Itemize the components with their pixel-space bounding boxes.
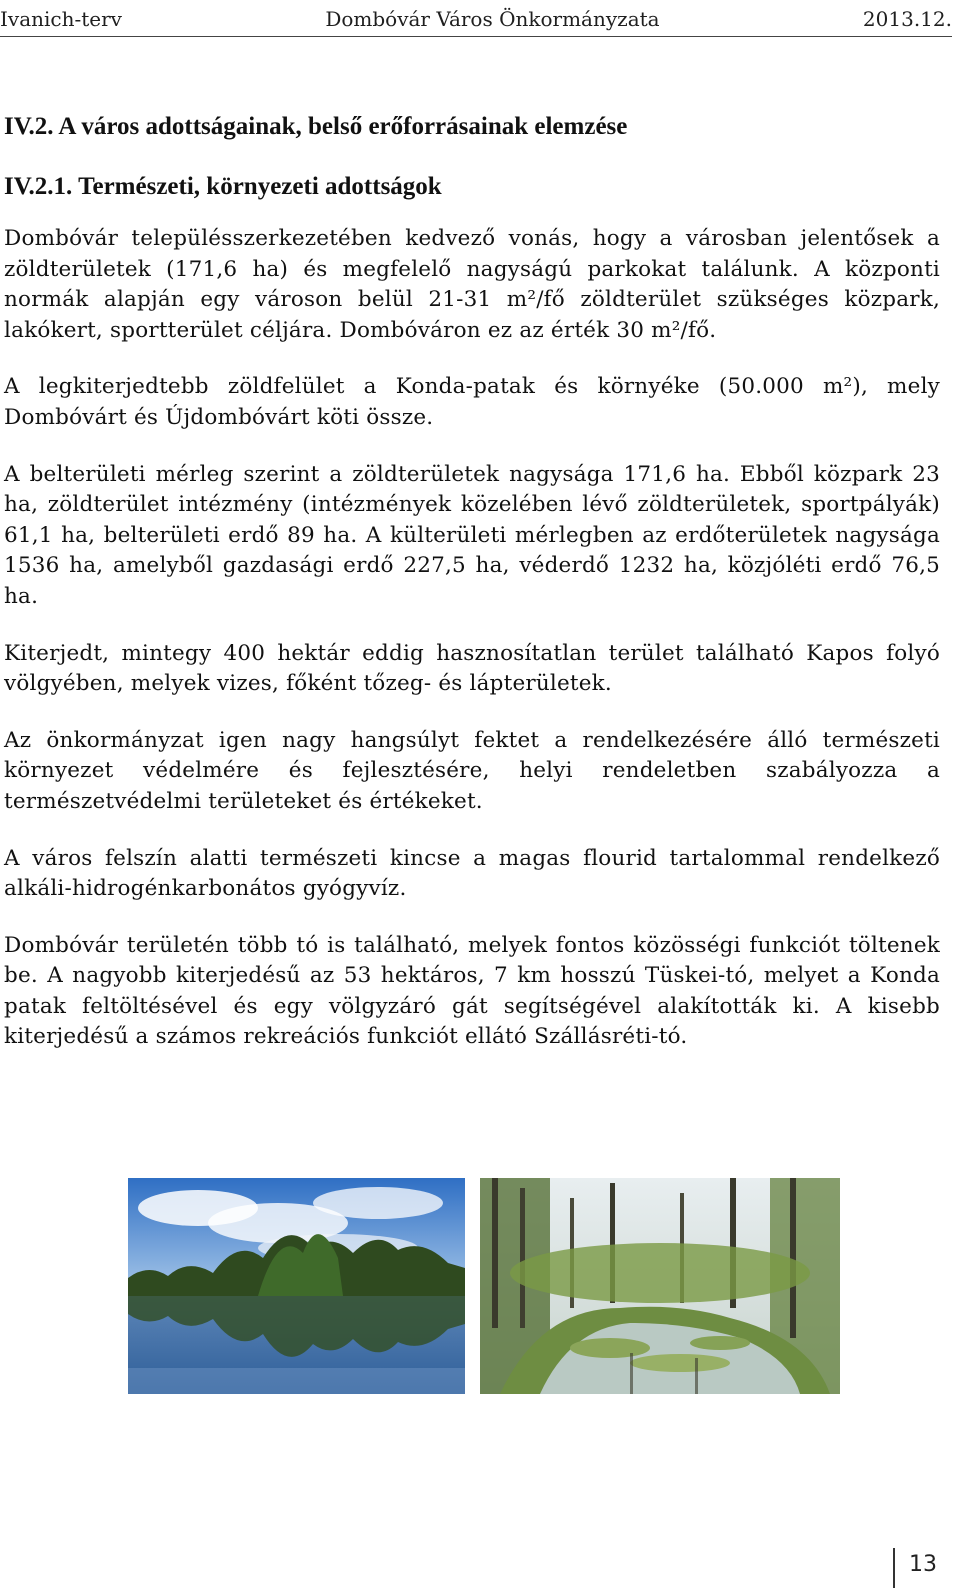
pond-photo bbox=[480, 1178, 840, 1394]
header-left: Ivanich-terv bbox=[0, 7, 122, 31]
photo-row bbox=[128, 1178, 840, 1394]
subsection-heading: IV.2.1. Természeti, környezeti adottságok bbox=[4, 173, 442, 200]
paragraph-green-areas: Dombóvár településszerkezetében kedvező vonás, hogy a városban jelentősek a zöldterületek (171,6 ha) és megfelelő nagyságú parkokat találunk. A központi normák alapján egy városon belül 21-31 m²/fő zöldterület szükséges közpark, lakókert, sportterület céljára. Dombóváron ez az érték 30 m²/fő. bbox=[4, 226, 940, 343]
section-heading: IV.2. A város adottságainak, belső erőforrásainak elemzése bbox=[4, 113, 628, 140]
paragraph-thermal-water: A város felszín alatti természeti kincse a magas flourid tartalommal rendelkező alkáli-hidrogénkarbonátos gyógyvíz. bbox=[4, 845, 940, 902]
page-header bbox=[0, 4, 952, 34]
header-divider bbox=[0, 36, 952, 37]
lake-photo bbox=[128, 1178, 465, 1394]
paragraph-kapos-valley: Kiterjedt, mintegy 400 hektár eddig hasznosítatlan terület található Kapos folyó völgyében, melyek vizes, főként tőzeg- és lápterületek. bbox=[4, 640, 940, 697]
paragraph-protection: Az önkormányzat igen nagy hangsúlyt fektet a rendelkezésére álló természeti környezet védelmére és fejlesztésére, helyi rendeletben szabályozza a természetvédelmi területeket és értékeket. bbox=[4, 727, 940, 814]
paragraph-land-balance: A belterületi mérleg szerint a zöldterületek nagysága 171,6 ha. Ebből közpark 23 ha, zöldterület intézmény (intézmények közelében lévő zöldterületek, sportpályák) 61,1 ha, belterületi erdő 89 ha. A külterületi mérlegben az erdőterületek nagysága 1536 ha, amelyből gazdasági erdő 227,5 ha, véderdő 1232 ha, közjóléti erdő 76,5 ha. bbox=[4, 461, 940, 609]
paragraph-konda-patak: A legkiterjedtebb zöldfelület a Konda-patak és környéke (50.000 m²), mely Dombóvárt és Újdombóvárt köti össze. bbox=[4, 374, 940, 430]
header-right: 2013.12. bbox=[862, 7, 952, 31]
page-number: 13 bbox=[909, 1552, 937, 1577]
paragraph-lakes: Dombóvár területén több tó is található, melyek fontos közösségi funkciót töltenek be. A nagyobb kiterjedésű az 53 hektáros, 7 km hosszú Tüskei-tó, melyet a Konda patak feltöltésével és egy völgyzáró gát segítségével alakították ki. A kisebb kiterjedésű a számos rekreációs funkciót ellátó Szállásréti-tó. bbox=[4, 932, 940, 1050]
document-body bbox=[4, 110, 940, 1079]
page-number-box bbox=[893, 1548, 945, 1588]
header-center: Dombóvár Város Önkormányzata bbox=[325, 7, 660, 31]
